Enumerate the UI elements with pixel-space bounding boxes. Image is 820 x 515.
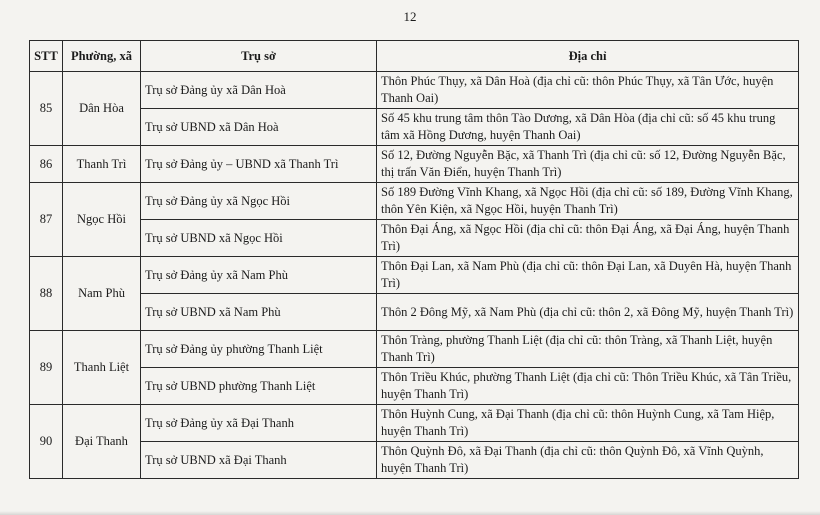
- stt-cell: 88: [30, 257, 63, 331]
- ward-cell: Thanh Trì: [63, 146, 141, 183]
- table-row: [30, 294, 799, 331]
- office-cell: Trụ sở UBND xã Ngọc Hồi: [141, 220, 377, 257]
- ward-cell: Thanh Liệt: [63, 331, 141, 405]
- table-row: [30, 146, 799, 183]
- office-cell: Trụ sở UBND phường Thanh Liệt: [141, 368, 377, 405]
- table-row: [30, 442, 799, 479]
- address-cell: Số 45 khu trung tâm thôn Tào Dương, xã Dân Hòa (địa chỉ cũ: số 45 khu trung tâm xã Hồng Dương, huyện Thanh Oai): [377, 109, 799, 146]
- address-cell: Thôn Đại Áng, xã Ngọc Hồi (địa chỉ cũ: thôn Đại Áng, xã Đại Áng, huyện Thanh Trì): [377, 220, 799, 257]
- table-row: [30, 220, 799, 257]
- table-row: [30, 257, 799, 294]
- table-row: [30, 183, 799, 220]
- ward-cell: Nam Phù: [63, 257, 141, 331]
- page-bottom-edge: [0, 511, 820, 515]
- header-address: Địa chỉ: [377, 41, 799, 72]
- table-row: [30, 109, 799, 146]
- office-address-table: [29, 40, 799, 479]
- address-cell: Thôn Huỳnh Cung, xã Đại Thanh (địa chỉ cũ: thôn Huỳnh Cung, xã Tam Hiệp, huyện Thanh Trì): [377, 405, 799, 442]
- stt-cell: 89: [30, 331, 63, 405]
- address-cell: Thôn Triều Khúc, phường Thanh Liệt (địa chỉ cũ: Thôn Triều Khúc, xã Tân Triều, huyện Thanh Trì): [377, 368, 799, 405]
- office-cell: Trụ sở Đảng ủy xã Dân Hoà: [141, 72, 377, 109]
- header-ward: Phường, xã: [63, 41, 141, 72]
- office-cell: Trụ sở Đảng ủy phường Thanh Liệt: [141, 331, 377, 368]
- stt-cell: 87: [30, 183, 63, 257]
- address-cell: Thôn Quỳnh Đô, xã Đại Thanh (địa chỉ cũ: thôn Quỳnh Đô, xã Vĩnh Quỳnh, huyện Thanh Trì): [377, 442, 799, 479]
- office-cell: Trụ sở Đảng ủy xã Nam Phù: [141, 257, 377, 294]
- table-row: [30, 368, 799, 405]
- address-cell: Thôn Phúc Thụy, xã Dân Hoà (địa chỉ cũ: thôn Phúc Thụy, xã Tân Ước, huyện Thanh Oai): [377, 72, 799, 109]
- header-stt: STT: [30, 41, 63, 72]
- page-number: 12: [403, 9, 417, 24]
- office-cell: Trụ sở UBND xã Dân Hoà: [141, 109, 377, 146]
- office-cell: Trụ sở Đảng ủy xã Ngọc Hồi: [141, 183, 377, 220]
- header-office: Trụ sở: [141, 41, 377, 72]
- office-cell: Trụ sở Đảng ủy xã Đại Thanh: [141, 405, 377, 442]
- stt-cell: 85: [30, 72, 63, 146]
- ward-cell: Dân Hòa: [63, 72, 141, 146]
- ward-cell: Đại Thanh: [63, 405, 141, 479]
- ward-cell: Ngọc Hồi: [63, 183, 141, 257]
- stt-cell: 90: [30, 405, 63, 479]
- stt-cell: 86: [30, 146, 63, 183]
- address-cell: Thôn Tràng, phường Thanh Liệt (địa chỉ cũ: thôn Tràng, xã Thanh Liệt, huyện Thanh Trì): [377, 331, 799, 368]
- address-cell: Thôn 2 Đông Mỹ, xã Nam Phù (địa chỉ cũ: thôn 2, xã Đông Mỹ, huyện Thanh Trì): [377, 294, 799, 331]
- table-header-row: [30, 41, 799, 72]
- office-cell: Trụ sở Đảng ủy – UBND xã Thanh Trì: [141, 146, 377, 183]
- office-cell: Trụ sở UBND xã Nam Phù: [141, 294, 377, 331]
- table-row: [30, 72, 799, 109]
- office-cell: Trụ sở UBND xã Đại Thanh: [141, 442, 377, 479]
- address-cell: Thôn Đại Lan, xã Nam Phù (địa chỉ cũ: thôn Đại Lan, xã Duyên Hà, huyện Thanh Trì): [377, 257, 799, 294]
- address-cell: Số 189 Đường Vĩnh Khang, xã Ngọc Hồi (địa chỉ cũ: số 189, Đường Vĩnh Khang, thôn Yên Kiện, xã Ngọc Hồi, huyện Thanh Trì): [377, 183, 799, 220]
- table-row: [30, 405, 799, 442]
- address-cell: Số 12, Đường Nguyễn Bặc, xã Thanh Trì (địa chỉ cũ: số 12, Đường Nguyễn Bặc, thị trấn Văn Điển, huyện Thanh Trì): [377, 146, 799, 183]
- table-row: [30, 331, 799, 368]
